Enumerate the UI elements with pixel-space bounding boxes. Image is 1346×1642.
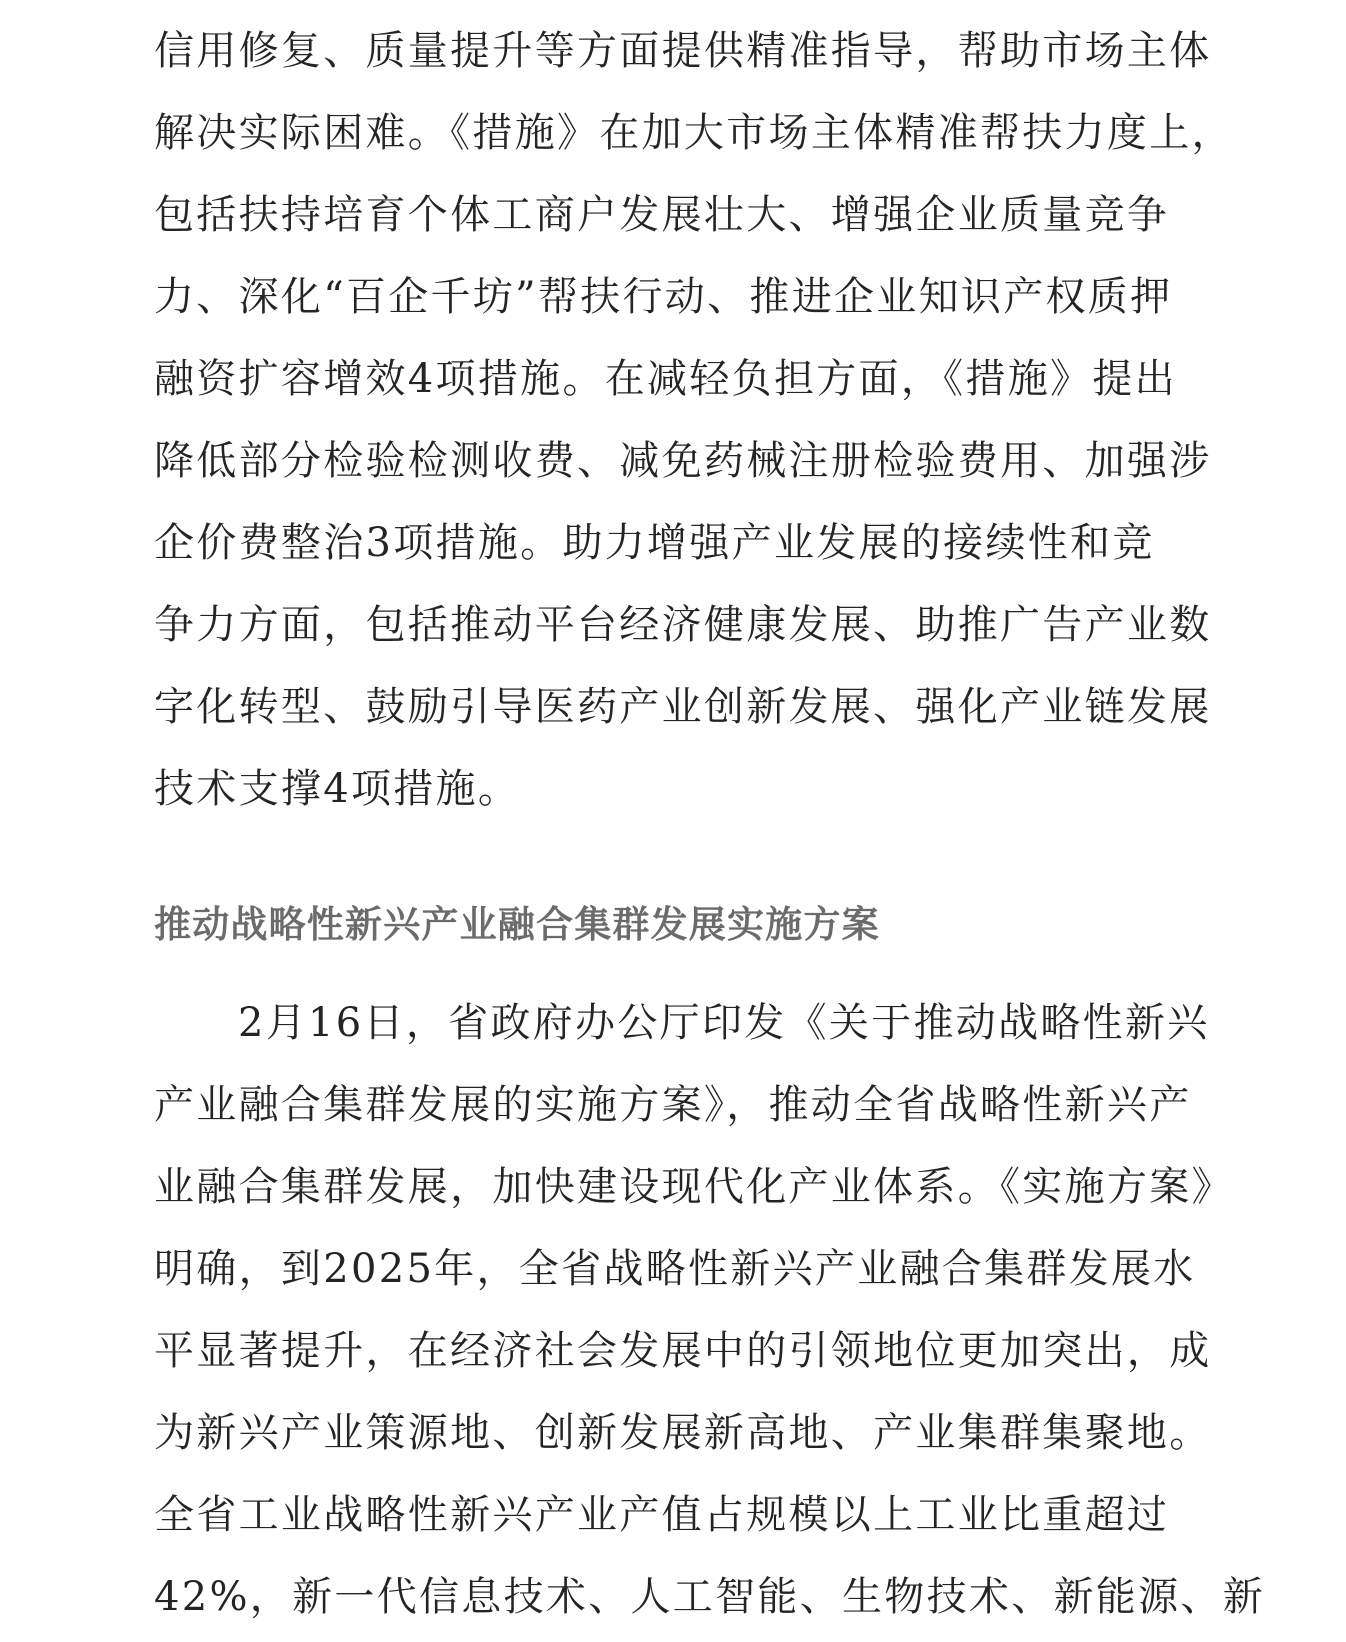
section-heading: 推动战略性新兴产业融合集群发展实施方案: [154, 903, 880, 946]
text-line: 字化转型、鼓励引导医药产业创新发展、强化产业链发展: [154, 684, 1212, 730]
body-paragraph: [154, 982, 1266, 1638]
text-line: 明确，到2025年，全省战略性新兴产业融合集群发展水: [154, 1246, 1196, 1292]
body-paragraph: [154, 10, 1234, 830]
text-line: 2月16日，省政府办公厅印发《关于推动战略性新兴: [238, 1000, 1210, 1046]
text-line: 技术支撑4项措施。: [154, 766, 521, 812]
text-line: 力、深化“百企千坊”帮扶行动、推进企业知识产权质押: [154, 274, 1173, 320]
text-line: 降低部分检验检测收费、减免药械注册检验费用、加强涉: [154, 438, 1212, 484]
text-line: 融资扩容增效4项措施。在减轻负担方面，《措施》提出: [154, 356, 1177, 402]
text-line: 业融合集群发展，加快建设现代化产业体系。《实施方案》: [154, 1164, 1234, 1210]
text-line: 争力方面，包括推动平台经济健康发展、助推广告产业数: [154, 602, 1212, 648]
text-line: 平显著提升，在经济社会发展中的引领地位更加突出，成: [154, 1328, 1212, 1374]
text-line: 企价费整治3项措施。助力增强产业发展的接续性和竞: [154, 520, 1155, 566]
text-line: 为新兴产业策源地、创新发展新高地、产业集群集聚地。: [154, 1410, 1212, 1456]
text-line: 包括扶持培育个体工商户发展壮大、增强企业质量竞争: [154, 192, 1170, 238]
text-line: 42%，新一代信息技术、人工智能、生物技术、新能源、新: [154, 1574, 1266, 1620]
text-line: 产业融合集群发展的实施方案》，推动全省战略性新兴产: [154, 1082, 1192, 1128]
text-line: 全省工业战略性新兴产业产值占规模以上工业比重超过: [154, 1492, 1170, 1538]
text-line: 信用修复、质量提升等方面提供精准指导，帮助市场主体: [154, 28, 1212, 74]
text-line: 解决实际困难。《措施》在加大市场主体精准帮扶力度上，: [154, 110, 1234, 156]
